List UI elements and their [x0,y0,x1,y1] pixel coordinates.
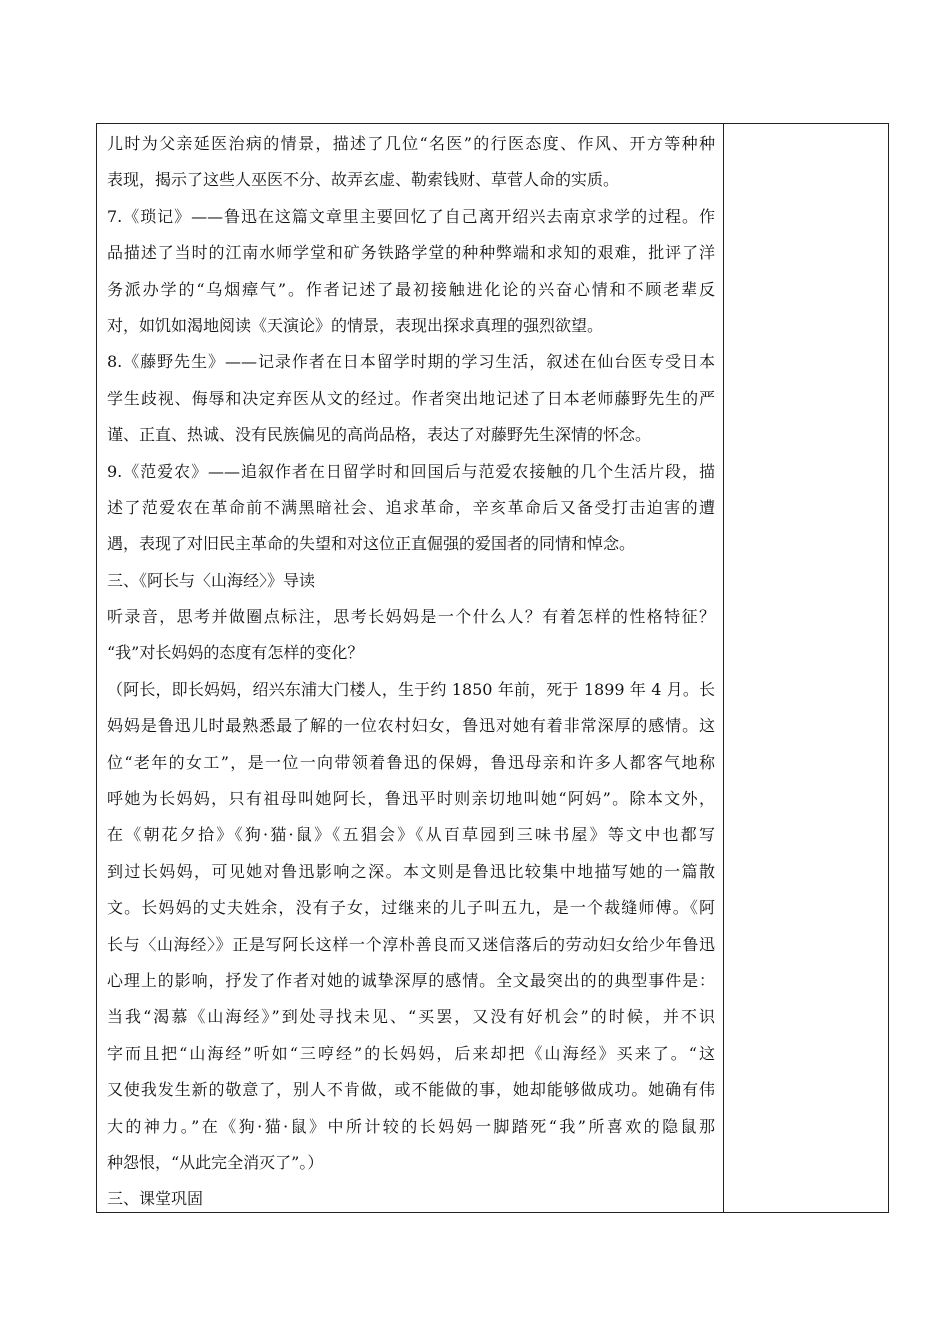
text-line: 儿时为父亲延医治病的情景，描述了几位“名医”的行医态度、作风、开方等种种 [107,134,715,153]
text-line: 8.《藤野先生》——记录作者在日本留学时期的学习生活，叙述在仙台医专受日本 [107,352,715,372]
text-line: 到过长妈妈，可见她对鲁迅影响之深。本文则是鲁迅比较集中地描写她的一篇散 [107,861,715,881]
main-content-cell [107,126,715,1218]
section-heading: 三、课堂巩固 [107,1189,204,1209]
text-line: “我”对长妈妈的态度有怎样的变化？ [107,643,364,663]
text-line: 学生歧视、侮辱和决定弃医从文的经过。作者突出地记述了日本老师藤野先生的严 [107,388,715,408]
notes-cell [724,124,889,1212]
text-line: 务派办学的“乌烟瘴气”。作者记述了最初接触进化论的兴奋心情和不顾老辈反 [107,279,715,299]
text-line: 种怨恨，“从此完全消灭了”。） [107,1152,324,1172]
text-line: 听录音，思考并做圈点标注，思考长妈妈是一个什么人？有着怎样的性格特征？ [107,607,715,627]
text-line: 大的神力。”在《狗·猫·鼠》中所计较的长妈妈一脚踏死“我”所喜欢的隐鼠那 [107,1116,715,1136]
text-line: 位“老年的女工”，是一位一向带领着鲁迅的保姆，鲁迅母亲和许多人都客气地称 [107,752,715,772]
lesson-table [96,123,889,1213]
text-line: 7.《琐记》——鲁迅在这篇文章里主要回忆了自己离开绍兴去南京求学的过程。作 [107,206,715,226]
text-line: 呼她为长妈妈，只有祖母叫她阿长，鲁迅平时则亲切地叫她“阿妈”。除本文外， [107,789,715,809]
text-line: 在《朝花夕拾》《狗·猫·鼠》《五猖会》《从百草园到三味书屋》等文中也都写 [107,825,715,845]
text-line: 长与〈山海经〉》正是写阿长这样一个淳朴善良而又迷信落后的劳动妇女给少年鲁迅 [107,934,715,954]
text-line: 字而且把“山海经”听如“三哼经”的长妈妈，后来却把《山海经》买来了。“这 [107,1043,715,1063]
text-line: 表现，揭示了这些人巫医不分、故弄玄虚、勒索钱财、草菅人命的实质。 [107,170,620,190]
text-line: 遇，表现了对旧民主革命的失望和对这位正直倔强的爱国者的同情和悼念。 [107,534,636,554]
text-line: 妈妈是鲁迅儿时最熟悉最了解的一位农村妇女，鲁迅对她有着非常深厚的感情。这 [107,716,715,736]
text-line: 谨、正直、热诚、没有民族偏见的高尚品格，表达了对藤野先生深情的怀念。 [107,425,652,445]
text-line: 9.《范爱农》——追叙作者在日留学时和回国后与范爱农接触的几个生活片段，描 [107,461,715,481]
section-heading: 三、《阿长与〈山海经〉》导读 [107,570,316,590]
text-line: 对，如饥如渴地阅读《天演论》的情景，表现出探求真理的强烈欲望。 [107,315,604,335]
text-line: 品描述了当时的江南水师学堂和矿务铁路学堂的种种弊端和求知的艰难，批评了洋 [107,243,715,263]
text-line: 文。长妈妈的丈夫姓余，没有子女，过继来的儿子叫五九，是一个裁缝师傅。《阿 [107,898,715,918]
text-line: 述了范爱农在革命前不满黑暗社会、追求革命，辛亥革命后又备受打击迫害的遭 [107,497,715,517]
text-line: 当我“渴慕《山海经》”到处寻找未见、“买罢，又没有好机会”的时候，并不识 [107,1007,715,1027]
text-line: 心理上的影响，抒发了作者对她的诚挚深厚的感情。全文最突出的的典型事件是： [107,970,715,990]
text-line: 又使我发生新的敬意了，别人不肯做，或不能做的事，她却能够做成功。她确有伟 [107,1080,715,1100]
text-line: （阿长，即长妈妈，绍兴东浦大门楼人，生于约 1850 年前，死于 1899 年 4 月。长 [107,679,715,699]
